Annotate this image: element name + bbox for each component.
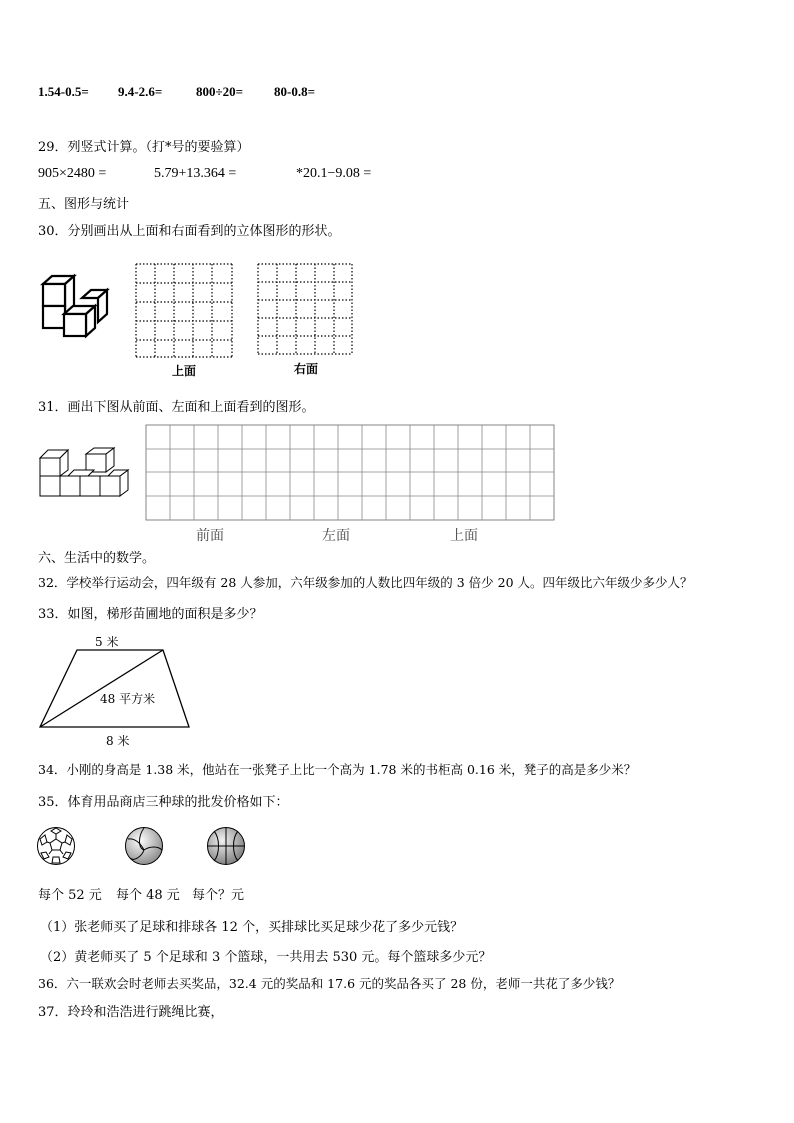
q29-title: 29．列竖式计算。（打*号的要验算） bbox=[38, 140, 250, 155]
q31-label-front: 前面 bbox=[196, 528, 224, 544]
soccer-price: 每个 52 元 bbox=[38, 888, 102, 903]
q29-item-2: 5.79+13.364 = bbox=[154, 166, 237, 181]
q33-area: 48 平方米 bbox=[100, 692, 156, 706]
oral-calc-1: 1.54-0.5= bbox=[38, 84, 89, 99]
q32-text: 32．学校举行运动会，四年级有 28 人参加，六年级参加的人数比四年级的 3 倍少 20 人。四年级比六年级少多少人？ bbox=[38, 575, 693, 590]
volleyball-price: 每个 48 元 bbox=[116, 888, 180, 903]
q31-title: 31．画出下图从前面、左面和上面看到的图形。 bbox=[38, 400, 315, 415]
volleyball-icon bbox=[124, 826, 164, 866]
q29-item-1: 905×2480 = bbox=[38, 166, 107, 181]
soccer-ball-icon bbox=[36, 826, 76, 866]
q33-title: 33．如图，梯形苗圃地的面积是多少？ bbox=[38, 607, 263, 622]
q31-cube-figure bbox=[38, 446, 130, 498]
q33-bottom-length: 8 米 bbox=[106, 734, 130, 748]
oral-calc-3: 800÷20= bbox=[196, 84, 244, 99]
q30-title: 30．分别画出从上面和右面看到的立体图形的形状。 bbox=[38, 224, 341, 239]
oral-calc-4: 80-0.8= bbox=[274, 84, 315, 99]
q35-sub1: （1）张老师买了足球和排球各 12 个，买排球比买足球少花了多少元钱？ bbox=[40, 920, 464, 935]
trapezoid-figure bbox=[38, 648, 194, 730]
q30-label-right: 右面 bbox=[294, 362, 319, 376]
q30-grid-right bbox=[256, 262, 356, 358]
q31-drawing-grid bbox=[145, 424, 555, 522]
q30-label-top: 上面 bbox=[172, 364, 197, 378]
q37-text: 37．玲玲和浩浩进行跳绳比赛， bbox=[38, 1005, 224, 1020]
q31-label-left: 左面 bbox=[322, 528, 350, 544]
q35-sub2: （2）黄老师买了 5 个足球和 3 个篮球，一共用去 530 元。每个篮球多少元？ bbox=[40, 950, 492, 965]
q36-text: 36．六一联欢会时老师去买奖品，32.4 元的奖品和 17.6 元的奖品各买了 28 份，老师一共花了多少钱？ bbox=[38, 976, 621, 991]
q29-item-3: *20.1−9.08 = bbox=[296, 166, 372, 181]
section-6-heading: 六、生活中的数学。 bbox=[38, 551, 156, 566]
q34-text: 34．小刚的身高是 1.38 米，他站在一张凳子上比一个高为 1.78 米的书柜高 0.16 米，凳子的高是多少米？ bbox=[38, 762, 637, 777]
basketball-icon bbox=[206, 826, 246, 866]
q30-cube-figure bbox=[40, 270, 110, 340]
q33-top-length: 5 米 bbox=[95, 635, 119, 649]
basketball-price: 每个？元 bbox=[192, 888, 245, 903]
oral-calc-2: 9.4-2.6= bbox=[118, 84, 163, 99]
section-5-heading: 五、图形与统计 bbox=[38, 197, 130, 212]
q30-grid-top bbox=[134, 262, 234, 358]
q35-title: 35．体育用品商店三种球的批发价格如下： bbox=[38, 795, 289, 810]
q31-label-top: 上面 bbox=[450, 528, 478, 544]
